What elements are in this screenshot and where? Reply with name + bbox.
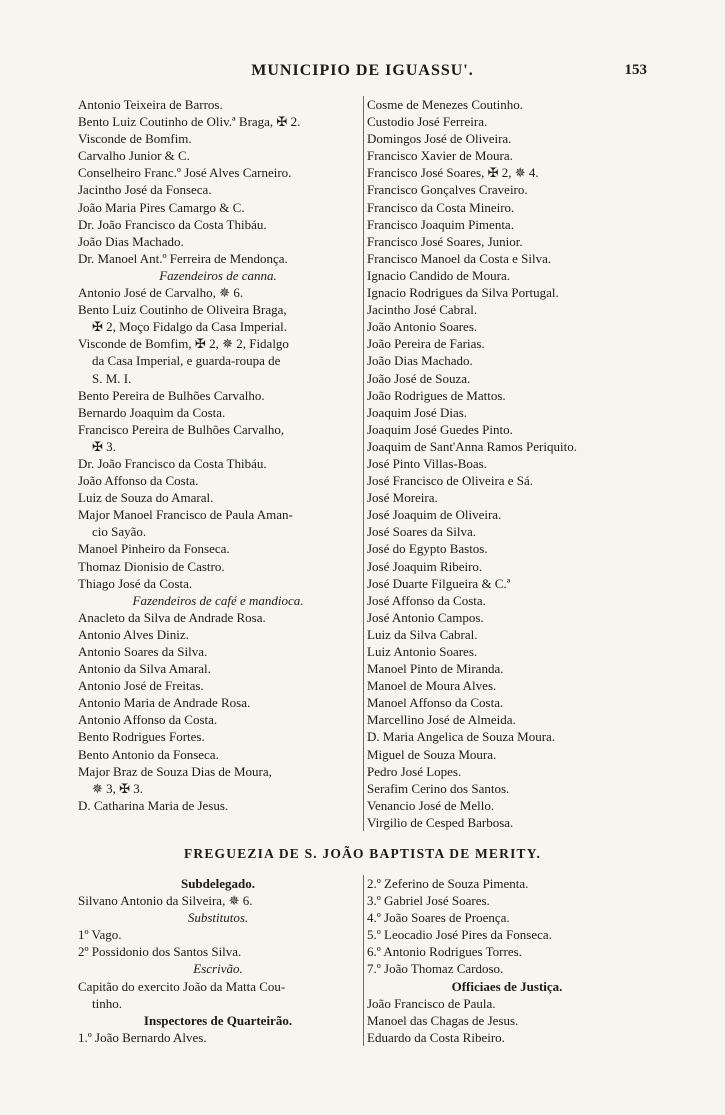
list-item: Antonio Alves Diniz. [78, 626, 189, 642]
list-item: José Soares da Silva. [367, 524, 477, 540]
list-item: Luiz da Silva Cabral. [367, 626, 478, 642]
list-item: Visconde de Bomfim. [78, 131, 192, 147]
list-item: Jacintho José da Fonseca. [78, 182, 212, 198]
list-item: S. M. I. [92, 370, 132, 386]
list-item: Virgilio de Cesped Barbosa. [367, 814, 514, 830]
list-item: Bento Pereira de Bulhões Carvalho. [78, 387, 265, 403]
list-item: Francisco da Costa Mineiro. [367, 199, 515, 215]
list-item: Anacleto da Silva de Andrade Rosa. [78, 609, 266, 625]
list-item: Bento Luiz Coutinho de Oliv.ª Braga, ✠ 2. [78, 114, 301, 130]
list-item: Dr. João Francisco da Costa Thibáu. [78, 455, 267, 471]
section-subheading: Fazendeiros de canna. [159, 267, 277, 283]
list-item: Francisco Joaquim Pimenta. [367, 216, 514, 232]
list-item: Dr. João Francisco da Costa Thibáu. [78, 216, 267, 232]
list-item: Francisco Manoel da Costa e Silva. [367, 250, 552, 266]
list-item: Joaquim José Dias. [367, 404, 468, 420]
list-item: José do Egypto Bastos. [367, 541, 488, 557]
list-item: Cosme de Menezes Coutinho. [367, 97, 523, 112]
list-item: cio Sayão. [92, 524, 147, 540]
list-item: D. Maria Angelica de Souza Moura. [367, 729, 556, 745]
section-heading: Officiaes de Justiça. [451, 978, 563, 994]
list-item: Jacintho José Cabral. [367, 302, 478, 318]
list-item: Bento Rodrigues Fortes. [78, 729, 205, 745]
list-item: José Francisco de Oliveira e Sá. [367, 473, 534, 489]
list-item: Francisco José Soares, ✠ 2, ✵ 4. [367, 165, 539, 181]
page-number: 153 [624, 62, 647, 78]
list-item: Thomaz Dionisio de Castro. [78, 558, 225, 574]
list-item: Bernardo Joaquim da Costa. [78, 404, 226, 420]
list-item: João Maria Pires Camargo & C. [78, 199, 245, 215]
list-item: Thiago José da Costa. [78, 575, 193, 591]
list-item: José Antonio Campos. [367, 609, 484, 625]
running-head [0, 62, 725, 86]
parish-right-column [363, 875, 647, 1046]
list-item: Joaquim José Guedes Pinto. [367, 421, 513, 437]
section-heading: Inspectores de Quarteirão. [143, 1012, 293, 1028]
list-item: tinho. [92, 995, 122, 1011]
list-item: Pedro José Lopes. [367, 763, 462, 779]
right-column [363, 96, 647, 831]
list-item: Antonio da Silva Amaral. [78, 661, 211, 677]
list-item: ✠ 2, Moço Fidalgo da Casa Imperial. [92, 319, 288, 335]
list-item: Antonio José de Carvalho, ✵ 6. [78, 285, 244, 301]
list-item: 6.º Antonio Rodrigues Torres. [367, 944, 522, 960]
list-item: 5.º Leocadio José Pires da Fonseca. [367, 927, 552, 943]
list-item: 2.º Zeferino de Souza Pimenta. [367, 876, 529, 891]
list-item: Silvano Antonio da Silveira, ✵ 6. [78, 893, 253, 909]
list-item: Eduardo da Costa Ribeiro. [367, 1029, 505, 1045]
section-subheading: Escrivão. [193, 961, 243, 977]
list-item: João Pereira de Farias. [367, 336, 485, 352]
list-item: Antonio Soares da Silva. [78, 644, 208, 659]
list-item: Conselheiro Franc.º José Alves Carneiro. [78, 165, 292, 181]
list-item: José Pinto Villas-Boas. [367, 455, 487, 471]
list-item: D. Catharina Maria de Jesus. [78, 797, 229, 813]
list-item: Luiz de Souza do Amaral. [78, 490, 214, 506]
list-item: Antonio Maria de Andrade Rosa. [78, 695, 251, 711]
list-item: Manoel Pinto de Miranda. [367, 661, 504, 677]
list-item: Antonio Affonso da Costa. [78, 712, 218, 728]
list-item: 1º Vago. [78, 927, 122, 943]
list-item: Major Manoel Francisco de Paula Aman- [78, 507, 293, 523]
list-item: 3.º Gabriel José Soares. [367, 893, 490, 909]
list-item: João José de Souza. [367, 370, 471, 386]
list-item: José Duarte Filgueira & C.ª [367, 575, 511, 591]
section-heading: Subdelegado. [180, 876, 256, 891]
list-item: Ignacio Rodrigues da Silva Portugal. [367, 285, 559, 301]
list-item: 2º Possidonio dos Santos Silva. [78, 944, 242, 960]
list-item: Antonio José de Freitas. [78, 678, 204, 694]
list-item: Manoel de Moura Alves. [367, 678, 497, 694]
list-item: João Rodrigues de Mattos. [367, 387, 506, 403]
list-item: Visconde de Bomfim, ✠ 2, ✵ 2, Fidalgo [78, 336, 289, 352]
list-item: Venancio José de Mello. [367, 797, 495, 813]
list-item: Francisco Pereira de Bulhões Carvalho, [78, 421, 285, 437]
list-item: Francisco José Soares, Junior. [367, 233, 523, 249]
list-item: Manoel Pinheiro da Fonseca. [78, 541, 230, 557]
list-item: Bento Luiz Coutinho de Oliveira Braga, [78, 302, 287, 318]
list-item: Antonio Teixeira de Barros. [78, 97, 223, 112]
list-item: Joaquim de Sant'Anna Ramos Periquito. [367, 438, 577, 454]
list-item: ✵ 3, ✠ 3. [92, 780, 144, 796]
list-item: Francisco Gonçalves Craveiro. [367, 182, 528, 198]
list-item: Dr. Manoel Ant.º Ferreira de Mendonça. [78, 250, 288, 266]
list-item: ✠ 3. [92, 438, 116, 454]
list-item: da Casa Imperial, e guarda-roupa de [92, 353, 281, 369]
list-item: José Joaquim de Oliveira. [367, 507, 502, 523]
list-item: 1.º João Bernardo Alves. [78, 1029, 207, 1045]
list-item: Luiz Antonio Soares. [367, 644, 478, 659]
list-item: João Francisco de Paula. [367, 995, 496, 1011]
list-item: Manoel Affonso da Costa. [367, 695, 504, 711]
page-title: MUNICIPIO DE IGUASSU'. [251, 62, 474, 79]
list-item: 4.º João Soares de Proença. [367, 910, 510, 926]
section-subheading: Fazendeiros de café e mandioca. [132, 592, 304, 608]
list-item: Francisco Xavier de Moura. [367, 148, 513, 164]
list-item: Custodio José Ferreira. [367, 114, 488, 130]
list-item: João Dias Machado. [78, 233, 184, 249]
list-item: Marcellino José de Almeida. [367, 712, 516, 728]
list-item: Manoel das Chagas de Jesus. [367, 1012, 519, 1028]
list-item: José Affonso da Costa. [367, 592, 486, 608]
list-item: Bento Antonio da Fonseca. [78, 746, 219, 762]
parish-left-column [78, 875, 358, 1046]
parish-title: FREGUEZIA DE S. JOÃO BAPTISTA DE MERITY. [183, 846, 542, 861]
list-item: Miguel de Souza Moura. [367, 746, 497, 762]
list-item: João Affonso da Costa. [78, 473, 199, 489]
section-subheading: Substitutos. [187, 910, 249, 926]
list-item: Domingos José de Oliveira. [367, 131, 512, 147]
list-item: João Dias Machado. [367, 353, 473, 369]
list-item: Serafim Cerino dos Santos. [367, 780, 510, 796]
list-item: Ignacio Candido de Moura. [367, 267, 510, 283]
list-item: José Moreira. [367, 490, 438, 506]
list-item: João Antonio Soares. [367, 319, 478, 335]
list-item: Capitão do exercito João da Matta Cou- [78, 978, 286, 994]
left-column [78, 96, 358, 814]
list-item: 7.º João Thomaz Cardoso. [367, 961, 504, 977]
list-item: Carvalho Junior & C. [78, 148, 190, 164]
list-item: Major Braz de Souza Dias de Moura, [78, 763, 272, 779]
list-item: José Joaquim Ribeiro. [367, 558, 483, 574]
